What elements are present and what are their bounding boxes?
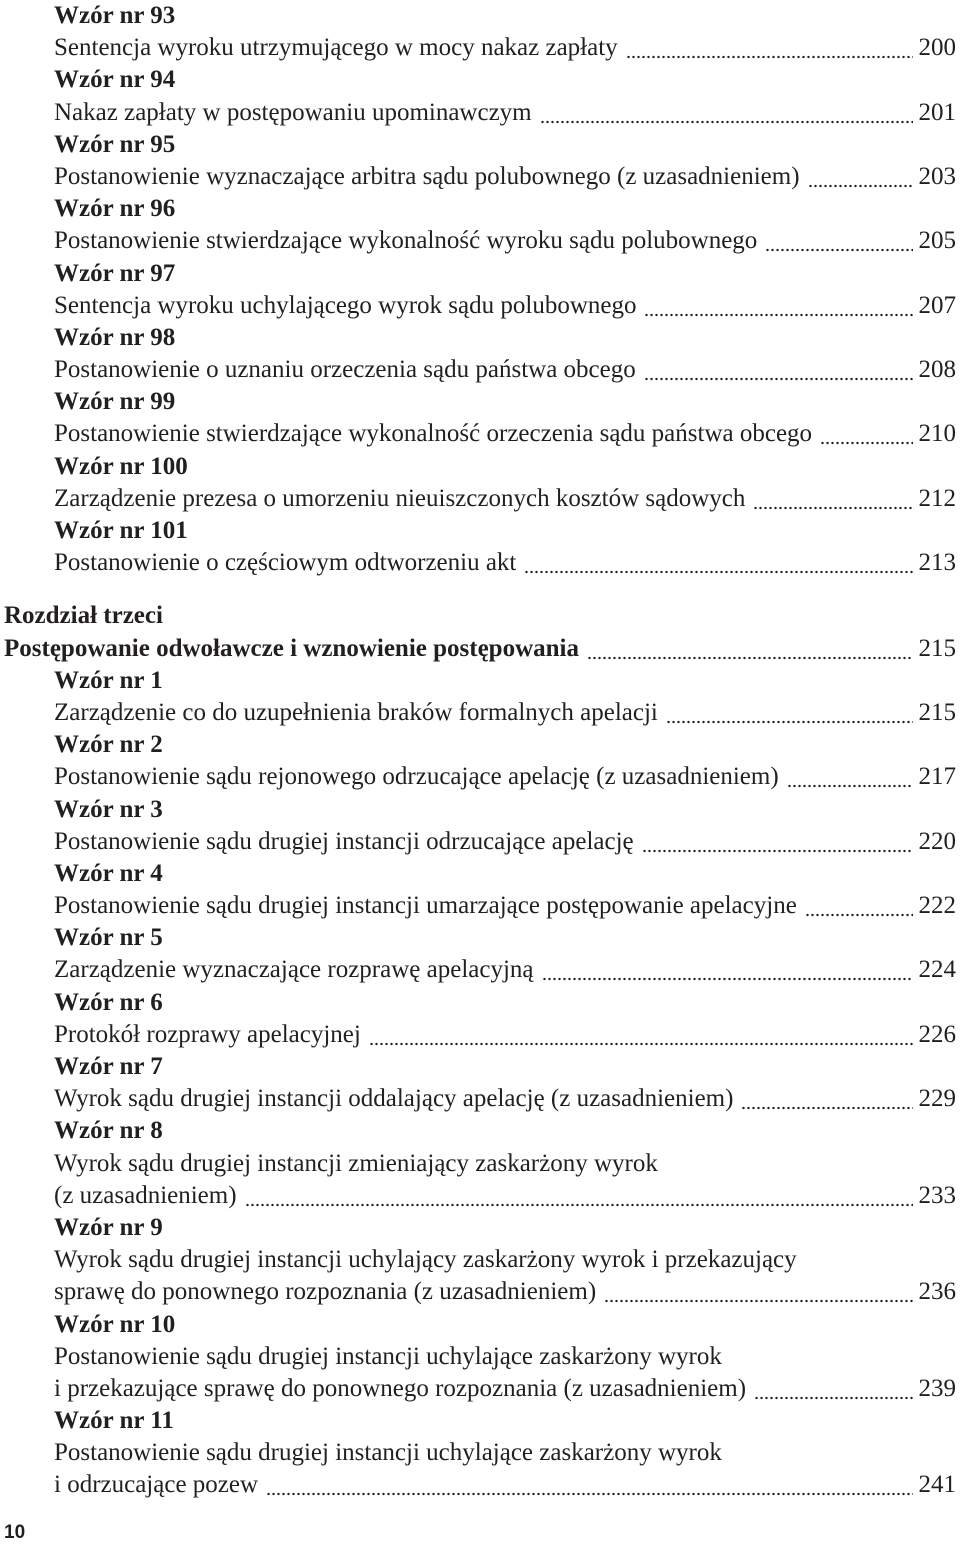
dot-leader bbox=[644, 354, 913, 386]
pattern-heading-text: Wzór nr 1 bbox=[54, 666, 163, 694]
pattern-heading-text: Wzór nr 7 bbox=[54, 1053, 163, 1080]
toc-page-number: 236 bbox=[918, 1278, 956, 1306]
pattern-heading-text: Wzór nr 99 bbox=[54, 388, 176, 416]
pattern-heading-text: Wzór nr 100 bbox=[54, 452, 188, 480]
dot-leader bbox=[369, 1019, 913, 1051]
toc-entry-line bbox=[0, 954, 960, 986]
dot-leader bbox=[266, 1469, 912, 1501]
toc-page-number: 222 bbox=[918, 892, 956, 920]
toc-page-number: 215 bbox=[918, 698, 956, 726]
toc-entry-line bbox=[0, 290, 960, 322]
dot-leader bbox=[524, 547, 912, 579]
toc-entry-line bbox=[0, 697, 960, 729]
toc-entry-title: Sentencja wyroku utrzymującego w mocy nakaz zapłaty bbox=[54, 34, 618, 62]
pattern-heading bbox=[0, 64, 960, 96]
toc-page-number: 200 bbox=[918, 34, 956, 62]
pattern-heading-text: Wzór nr 6 bbox=[54, 988, 163, 1016]
toc-entry-line bbox=[0, 761, 960, 793]
toc-entry-title: Postanowienie wyznaczające arbitra sądu polubownego (z uzasadnieniem) bbox=[54, 162, 800, 190]
pattern-heading-text: Wzór nr 94 bbox=[54, 66, 176, 94]
toc-entry-line bbox=[0, 354, 960, 386]
toc-entry-line bbox=[0, 161, 960, 193]
toc-page-number: 203 bbox=[918, 162, 956, 190]
toc-chapter-items bbox=[0, 665, 960, 1502]
chapter-title-text: Postępowanie odwoławcze i wznowienie postępowania bbox=[4, 634, 579, 662]
toc-entry-title: Postanowienie stwierdzające wykonalność wyroku sądu polubownego bbox=[54, 227, 758, 255]
toc-page-number: 207 bbox=[918, 291, 956, 319]
dot-leader bbox=[542, 954, 913, 986]
toc-entry-line bbox=[0, 826, 960, 858]
dot-leader bbox=[805, 890, 913, 922]
dot-leader bbox=[604, 1276, 912, 1308]
dot-leader bbox=[642, 826, 913, 858]
pattern-heading bbox=[0, 193, 960, 225]
toc-entry-title: Postanowienie sądu drugiej instancji umarzające postępowanie apelacyjne bbox=[54, 892, 797, 920]
toc-page-number: 205 bbox=[918, 227, 956, 255]
toc-entry-line bbox=[0, 1276, 960, 1308]
pattern-heading-text: Wzór nr 5 bbox=[54, 924, 163, 952]
toc-page-number: 226 bbox=[918, 1020, 956, 1048]
toc-entry-title: Postanowienie sądu drugiej instancji uchylające zaskarżony wyrok bbox=[54, 1439, 722, 1467]
toc-entry-line bbox=[0, 1437, 960, 1469]
dot-leader bbox=[644, 290, 912, 322]
pattern-heading bbox=[0, 1051, 960, 1083]
toc-entry-title: Nakaz zapłaty w postępowaniu upominawczym bbox=[54, 98, 532, 126]
pattern-heading-text: Wzór nr 101 bbox=[54, 517, 188, 544]
toc-page-number: 233 bbox=[918, 1181, 956, 1209]
toc-entry-line bbox=[0, 890, 960, 922]
pattern-heading bbox=[0, 794, 960, 826]
toc-page-number: 201 bbox=[918, 98, 956, 126]
toc-entry-line bbox=[0, 32, 960, 64]
toc-entry-title: Protokół rozprawy apelacyjnej bbox=[54, 1020, 361, 1048]
chapter-label bbox=[0, 600, 960, 632]
toc-entry-line bbox=[0, 97, 960, 129]
toc-entry-line bbox=[0, 547, 960, 579]
toc-entry-line bbox=[0, 1244, 960, 1276]
toc-page-number: 241 bbox=[918, 1471, 956, 1499]
chapter-page-number: 215 bbox=[918, 634, 956, 662]
dot-leader bbox=[741, 1083, 912, 1115]
toc-entry-title: Postanowienie sądu drugiej instancji uchylające zaskarżony wyrok bbox=[54, 1342, 722, 1370]
pattern-heading-text: Wzór nr 11 bbox=[54, 1407, 174, 1435]
toc-entry-title: Zarządzenie co do uzupełnienia braków formalnych apelacji bbox=[54, 698, 658, 726]
pattern-heading-text: Wzór nr 9 bbox=[54, 1213, 163, 1241]
dot-leader bbox=[666, 697, 913, 729]
dot-leader bbox=[626, 32, 913, 64]
toc-entry-title: Wyrok sądu drugiej instancji uchylający zaskarżony wyrok i przekazujący bbox=[54, 1246, 797, 1274]
toc-page-number: 212 bbox=[918, 484, 956, 512]
dot-leader bbox=[245, 1180, 913, 1212]
pattern-heading bbox=[0, 729, 960, 761]
toc-entry-line bbox=[0, 1469, 960, 1501]
toc-entry-title: Zarządzenie prezesa o umorzeniu nieuiszczonych kosztów sądowych bbox=[54, 484, 746, 512]
pattern-heading bbox=[0, 1309, 960, 1341]
toc-entry-title: Wyrok sądu drugiej instancji oddalający apelację (z uzasadnieniem) bbox=[54, 1085, 734, 1113]
dot-leader bbox=[540, 97, 913, 129]
toc-entry-line bbox=[0, 1180, 960, 1212]
pattern-heading-text: Wzór nr 96 bbox=[54, 195, 176, 223]
toc-page-number: 208 bbox=[918, 356, 956, 384]
pattern-heading bbox=[0, 0, 960, 32]
dot-leader bbox=[587, 633, 913, 665]
dot-leader bbox=[820, 418, 912, 450]
toc-entry-line bbox=[0, 1148, 960, 1180]
toc-page-number: 210 bbox=[918, 420, 956, 448]
toc-page-number: 229 bbox=[918, 1085, 956, 1113]
toc-page-number: 217 bbox=[918, 763, 956, 791]
pattern-heading bbox=[0, 386, 960, 418]
toc-entry-title: Wyrok sądu drugiej instancji zmieniający zaskarżony wyrok bbox=[54, 1149, 658, 1177]
pattern-heading-text: Wzór nr 3 bbox=[54, 795, 163, 823]
toc-page-number: 220 bbox=[918, 827, 956, 855]
pattern-heading bbox=[0, 1115, 960, 1147]
dot-leader bbox=[754, 1373, 912, 1405]
toc-entry-title: Postanowienie o częściowym odtworzeniu akt bbox=[54, 549, 517, 577]
pattern-heading-text: Wzór nr 98 bbox=[54, 323, 176, 351]
toc-page-number: 213 bbox=[918, 549, 956, 577]
toc-entry-title: i odrzucające pozew bbox=[54, 1471, 259, 1499]
toc-entry-title: i przekazujące sprawę do ponownego rozpoznania (z uzasadnieniem) bbox=[54, 1374, 747, 1402]
pattern-heading bbox=[0, 129, 960, 161]
toc-entry-title: Sentencja wyroku uchylającego wyrok sądu polubownego bbox=[54, 291, 637, 319]
pattern-heading bbox=[0, 665, 960, 697]
pattern-heading bbox=[0, 258, 960, 290]
pattern-heading-text: Wzór nr 93 bbox=[54, 2, 176, 29]
pattern-heading bbox=[0, 322, 960, 354]
pattern-heading-text: Wzór nr 95 bbox=[54, 130, 176, 158]
pattern-heading-text: Wzór nr 4 bbox=[54, 859, 163, 887]
chapter-label-text: Rozdział trzeci bbox=[4, 602, 163, 630]
toc-entry-title: sprawę do ponownego rozpoznania (z uzasadnieniem) bbox=[54, 1278, 597, 1306]
toc-page-number: 224 bbox=[918, 956, 956, 984]
pattern-heading bbox=[0, 515, 960, 547]
pattern-heading-text: Wzór nr 97 bbox=[54, 259, 176, 287]
toc-entry-title: (z uzasadnieniem) bbox=[54, 1181, 237, 1209]
toc-entry-line bbox=[0, 225, 960, 257]
pattern-heading bbox=[0, 451, 960, 483]
toc-entry-title: Postanowienie stwierdzające wykonalność orzeczenia sądu państwa obcego bbox=[54, 420, 813, 448]
toc-entry-line bbox=[0, 1341, 960, 1373]
pattern-heading bbox=[0, 1405, 960, 1437]
dot-leader bbox=[765, 225, 912, 257]
pattern-heading bbox=[0, 987, 960, 1019]
pattern-heading-text: Wzór nr 2 bbox=[54, 731, 163, 759]
toc-entry-line bbox=[0, 1083, 960, 1115]
toc-entry-line bbox=[0, 418, 960, 450]
chapter-title bbox=[0, 633, 960, 665]
dot-leader bbox=[753, 483, 912, 515]
toc-entry-title: Zarządzenie wyznaczające rozprawę apelacyjną bbox=[54, 956, 534, 984]
pattern-heading bbox=[0, 922, 960, 954]
toc-entry-title: Postanowienie sądu drugiej instancji odrzucające apelację bbox=[54, 827, 634, 855]
pattern-heading-text: Wzór nr 8 bbox=[54, 1117, 163, 1145]
pattern-heading-text: Wzór nr 10 bbox=[54, 1310, 176, 1338]
toc-entry-title: Postanowienie o uznaniu orzeczenia sądu państwa obcego bbox=[54, 356, 636, 384]
dot-leader bbox=[787, 761, 913, 793]
pattern-heading bbox=[0, 858, 960, 890]
toc-entry-line bbox=[0, 1373, 960, 1405]
dot-leader bbox=[808, 161, 913, 193]
toc-entry-line bbox=[0, 1019, 960, 1051]
toc-page-number: 239 bbox=[918, 1374, 956, 1402]
toc-entry-title: Postanowienie sądu rejonowego odrzucające apelację (z uzasadnieniem) bbox=[54, 763, 779, 791]
page-folio: 10 bbox=[4, 1522, 26, 1543]
pattern-heading bbox=[0, 1212, 960, 1244]
toc-section-continued bbox=[0, 0, 960, 579]
toc-entry-line bbox=[0, 483, 960, 515]
